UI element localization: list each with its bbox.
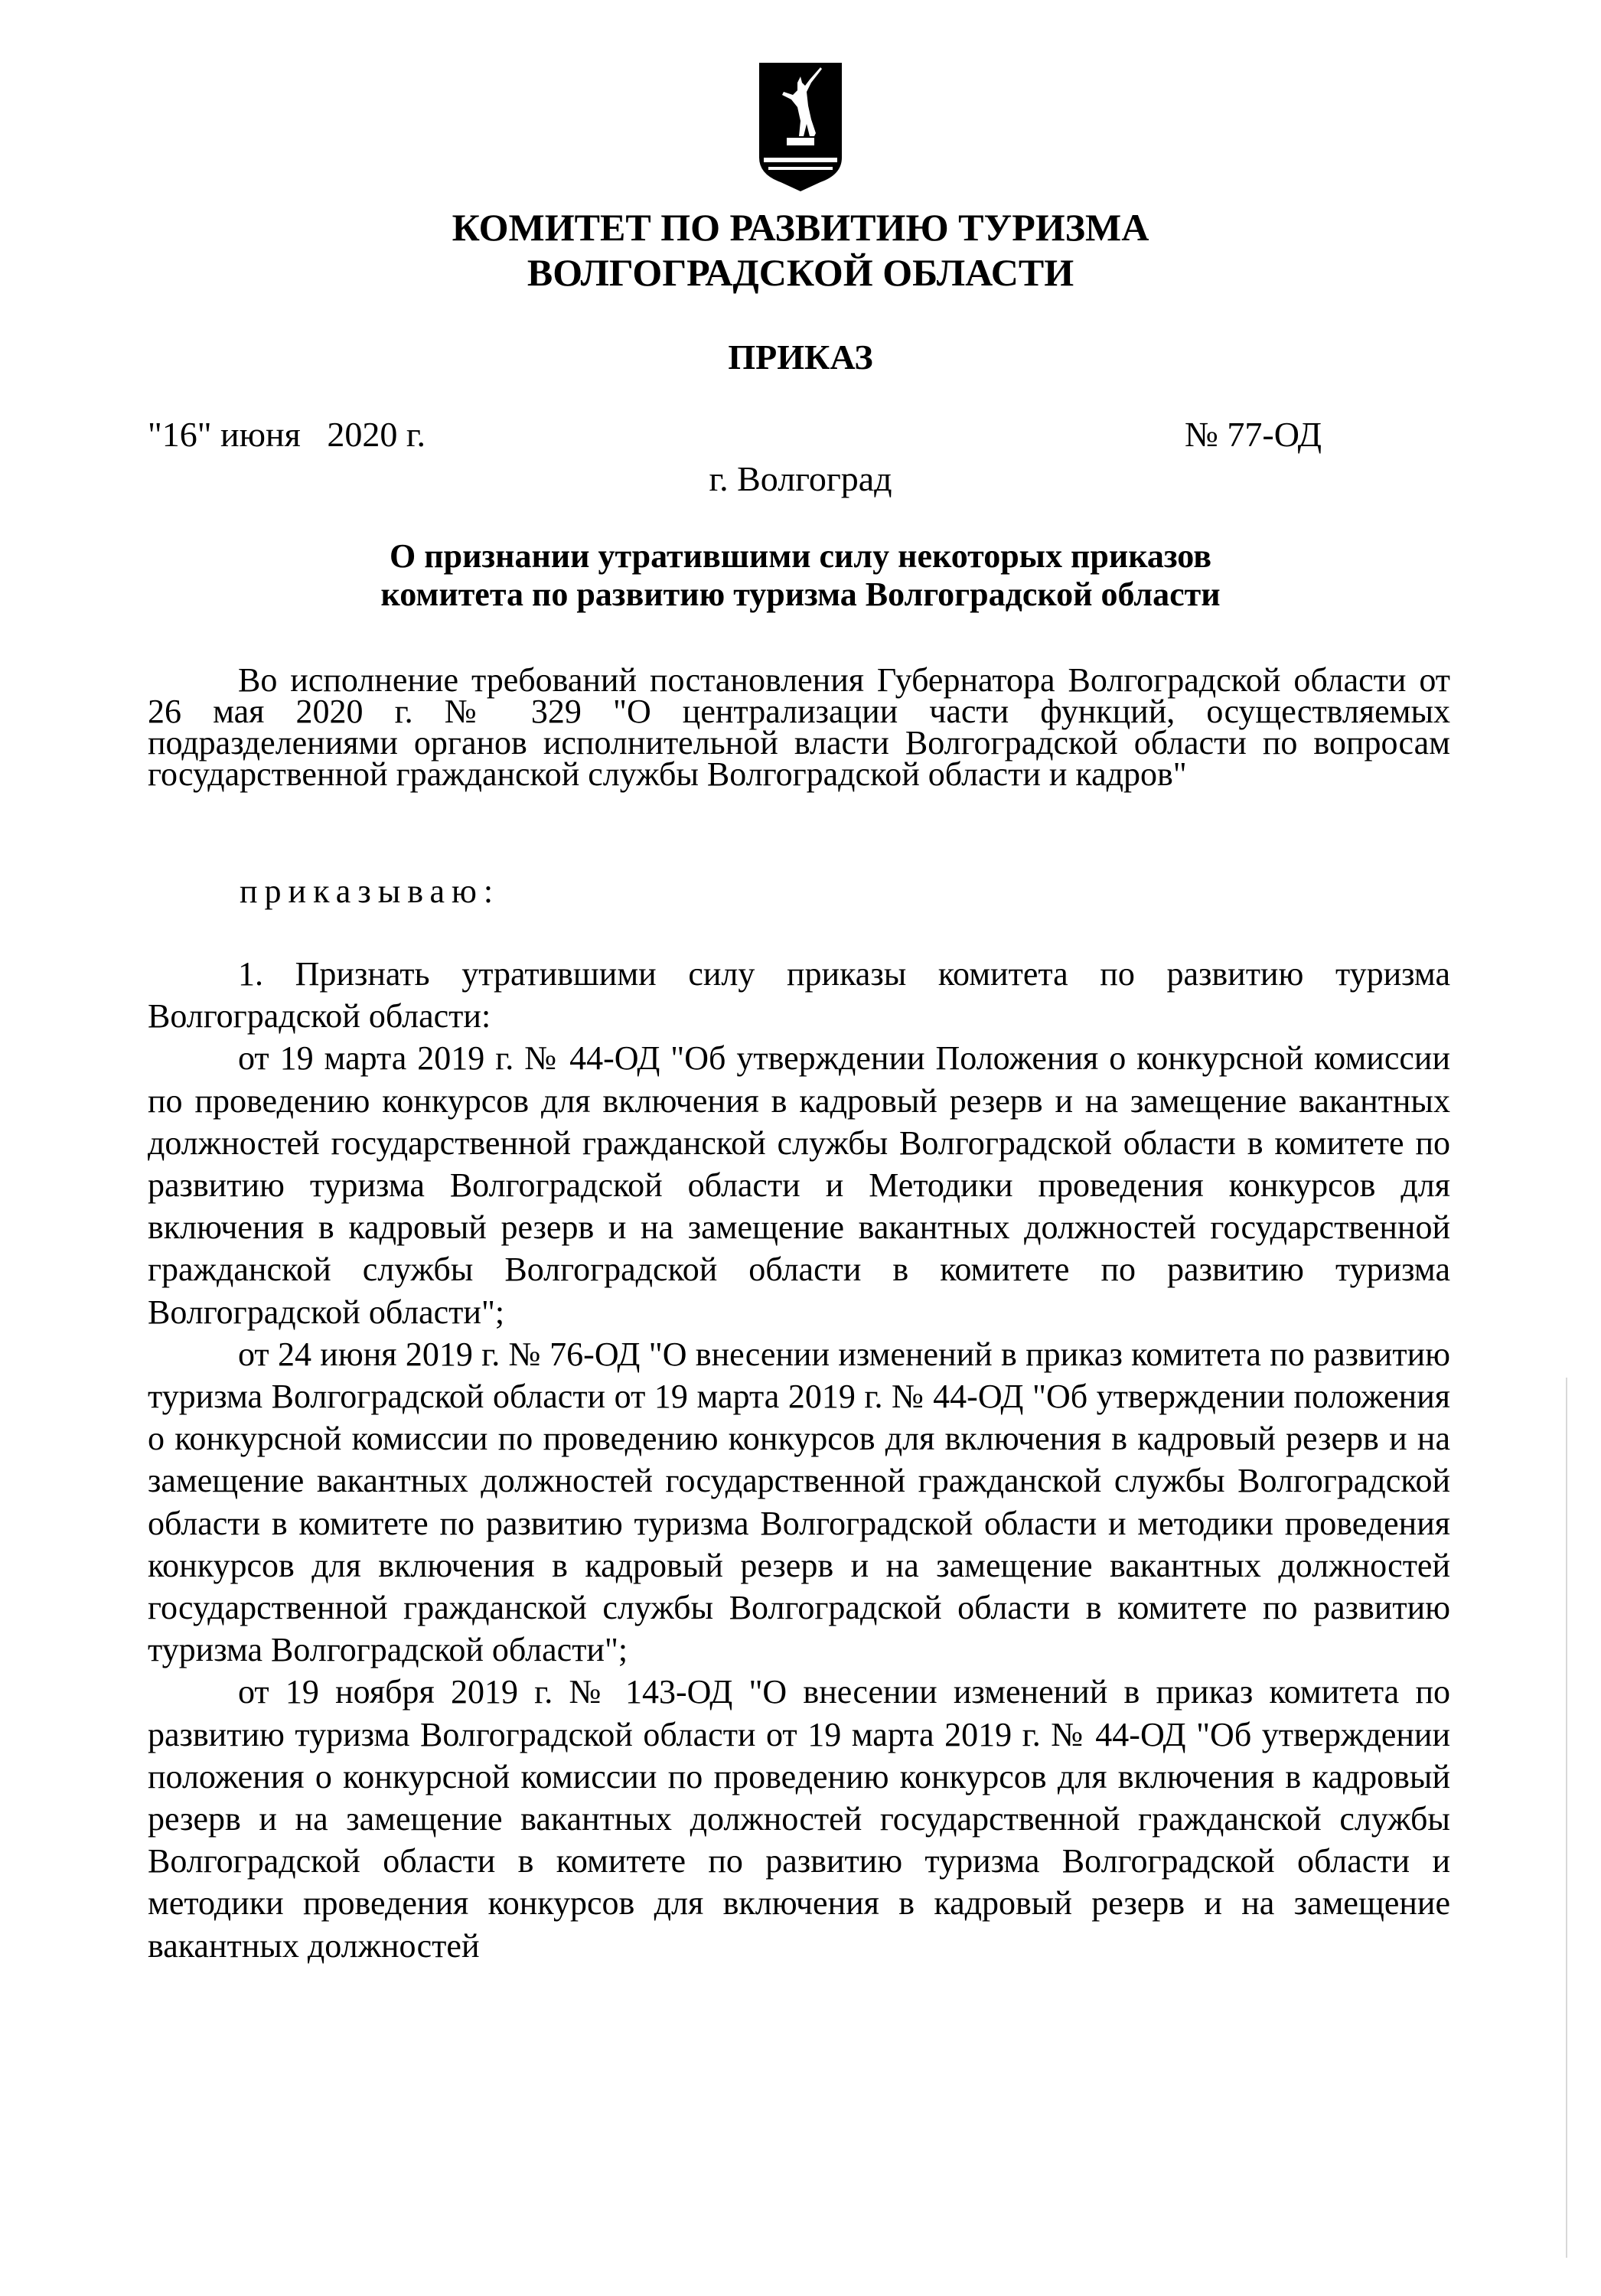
intro-paragraph: Во исполнение требований постановления Губернатора Волгоградской области от 26 мая 2020 г. № 329 "О централизации части функций, осуществляемых подразделениями органов исполнительной власти Волгоградской области по вопросам государственной гражданской службы Волгоградской области и кадров" <box>148 661 1450 793</box>
document-number: № 77-ОД <box>1185 415 1322 454</box>
subject-line2: комитета по развитию туризма Волгоградской области <box>380 576 1221 613</box>
volgograd-coat-of-arms-icon <box>756 60 845 201</box>
document-subject <box>0 537 1601 614</box>
subject-line1: О признании утратившими силу некоторых приказов <box>390 537 1211 575</box>
sub-item-paragraph: от 19 ноября 2019 г. № 143-ОД "О внесении изменений в приказ комитета по развитию туризма Волгоградской области от 19 марта 2019 г. № 44-ОД "Об утверждении положения о конкурсной комиссии по проведению конкурсов для включения в кадровый резерв и на замещение вакантных должностей государственной гражданской службы Волгоградской области в комитете по развитию туризма Волгоградской области и методики проведения конкурсов для включения в кадровый резерв и на замещение вакантных должностей <box>148 1673 1450 1965</box>
item-1-paragraph: 1. Признать утратившими силу приказы комитета по развитию туризма Волгоградской области: <box>148 955 1450 1035</box>
order-word: приказываю: <box>240 872 501 910</box>
intro-section <box>148 661 1450 793</box>
committee-name-line2: ВОЛГОГРАДСКОЙ ОБЛАСТИ <box>527 251 1074 294</box>
order-items-section <box>148 953 1450 1967</box>
document-date: "16" июня 2020 г. <box>148 415 426 454</box>
committee-name-line1: КОМИТЕТ ПО РАЗВИТИЮ ТУРИЗМА <box>452 206 1149 249</box>
sub-item-paragraph: от 19 марта 2019 г. № 44-ОД "Об утверждении Положения о конкурсной комиссии по проведению конкурсов для включения в кадровый резерв и на замещение вакантных должностей государственной гражданской службы Волгоградской области в комитете по развитию туризма Волгоградской области и Методики проведения конкурсов для включения в кадровый резерв и на замещение вакантных должностей государственной гражданской службы Волгоградской области в комитете по развитию туризма Волгоградской области"; <box>148 1039 1450 1331</box>
sub-item-paragraph: от 24 июня 2019 г. № 76-ОД "О внесении изменений в приказ комитета по развитию туризма Волгоградской области от 19 марта 2019 г. № 44-ОД "Об утверждении положения о конкурсной комиссии по проведению конкурсов для включения в кадровый резерв и на замещение вакантных должностей государственной гражданской службы Волгоградской области в комитете по развитию туризма Волгоградской области и методики проведения конкурсов для включения в кадровый резерв и на замещение вакантных должностей государственной гражданской службы Волгоградской области в комитете по развитию туризма Волгоградской области"; <box>148 1335 1450 1669</box>
document-type-title: ПРИКАЗ <box>728 338 873 377</box>
scan-edge-line <box>1566 1378 1567 2258</box>
document-city: г. Волгоград <box>709 459 892 498</box>
